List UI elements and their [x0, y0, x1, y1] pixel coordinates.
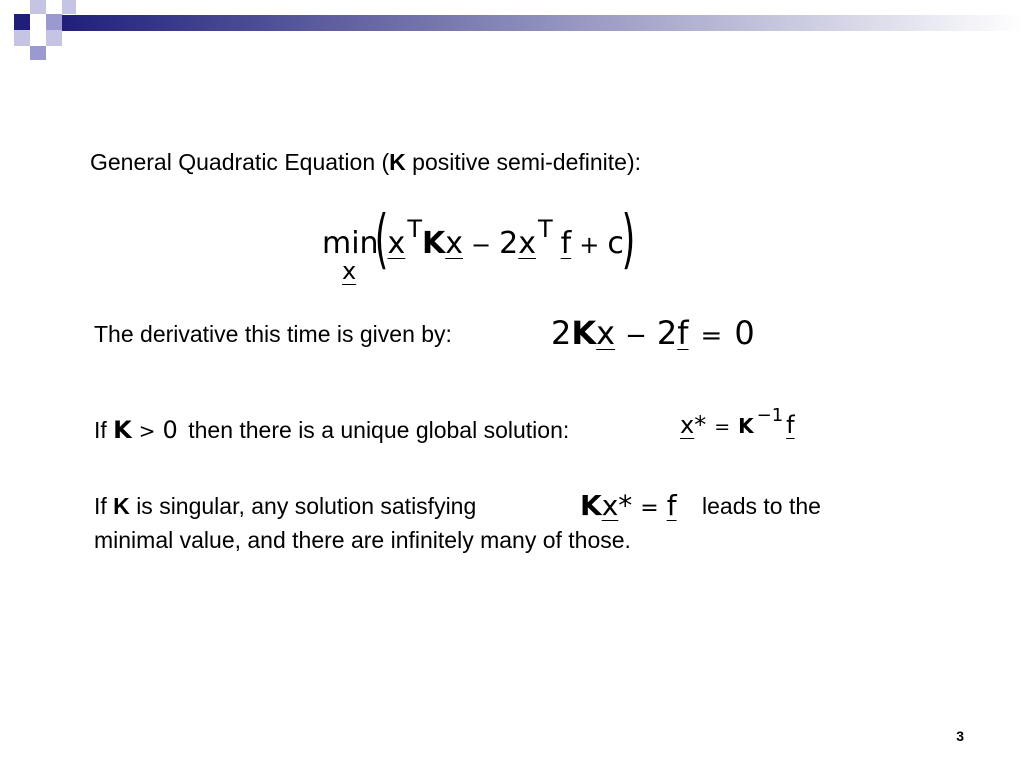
eq1-two: 2	[499, 226, 519, 261]
eq1-close-paren: )	[621, 203, 636, 277]
deriv-k: K	[571, 314, 597, 352]
line3-zero: 0	[162, 416, 178, 444]
deriv-equals: =	[700, 321, 723, 351]
unique-solution-equation	[680, 405, 795, 448]
singular-equation	[580, 486, 677, 529]
deriv-x: x	[596, 314, 616, 352]
sing-f: f	[666, 489, 677, 522]
line3-k: K	[113, 416, 132, 444]
sing-x: x	[601, 489, 619, 522]
deco-square-2	[30, 0, 46, 14]
line3-if: If	[94, 417, 107, 443]
deriv-minus: −	[625, 321, 647, 351]
header-gradient-bar	[60, 15, 1024, 31]
eq1-t1: T	[407, 215, 422, 243]
heading-text-b: positive semi-definite):	[405, 149, 641, 175]
page-number: 3	[956, 728, 964, 744]
sol-x: x	[680, 411, 695, 439]
deriv-f: f	[677, 314, 689, 352]
line3-gt: >	[138, 419, 156, 443]
deco-square-4	[62, 0, 76, 14]
eq1-x1: x	[387, 226, 406, 261]
eq1-plus: +	[579, 231, 600, 259]
sing-equals: =	[640, 496, 659, 521]
deco-square-6	[46, 30, 62, 46]
sol-k: K	[738, 414, 754, 438]
sol-equals: =	[714, 416, 731, 438]
deco-square-3	[46, 14, 62, 30]
line4-k: K	[113, 493, 130, 519]
eq1-t2: T	[537, 215, 553, 243]
eq1-c: c	[607, 226, 624, 261]
deco-square-1	[14, 14, 30, 30]
derivative-text: The derivative this time is given by:	[94, 321, 452, 347]
eq1-x2: x	[445, 226, 463, 261]
sol-f: f	[786, 411, 795, 439]
sol-star: *	[694, 411, 707, 439]
deriv-two-2: 2	[656, 314, 678, 352]
header-decoration	[0, 0, 1024, 64]
singular-text-b: leads to the	[702, 493, 821, 519]
eq1-subscript-x: x	[342, 257, 357, 285]
eq1-min: min	[322, 226, 379, 261]
eq1-x3: x	[518, 226, 536, 261]
min-equation	[322, 200, 641, 285]
singular-line-1	[94, 492, 476, 520]
deriv-two-1: 2	[551, 314, 572, 352]
deriv-zero: 0	[734, 314, 755, 352]
line3-text: then there is a unique global solution:	[188, 417, 570, 443]
deco-square-5	[14, 30, 30, 46]
derivative-equation	[551, 313, 755, 356]
eq1-k: K	[421, 226, 446, 261]
eq1-open-paren: (	[374, 203, 388, 277]
quadratic-heading	[90, 148, 641, 176]
heading-text-a: General Quadratic Equation (	[90, 149, 390, 175]
line4-if: If	[94, 493, 107, 519]
eq1-minus: −	[471, 231, 492, 259]
line4-text-a: is singular, any solution satisfying	[136, 493, 477, 519]
sol-exponent: −1	[756, 405, 784, 426]
eq1-f: f	[560, 226, 572, 261]
unique-solution-line	[94, 416, 569, 445]
deco-square-7	[30, 46, 46, 60]
heading-bold-k: K	[389, 149, 406, 175]
sing-k: K	[580, 489, 602, 522]
singular-line-2: minimal value, and there are infinitely many of those.	[94, 527, 631, 553]
sing-star: *	[618, 489, 633, 522]
